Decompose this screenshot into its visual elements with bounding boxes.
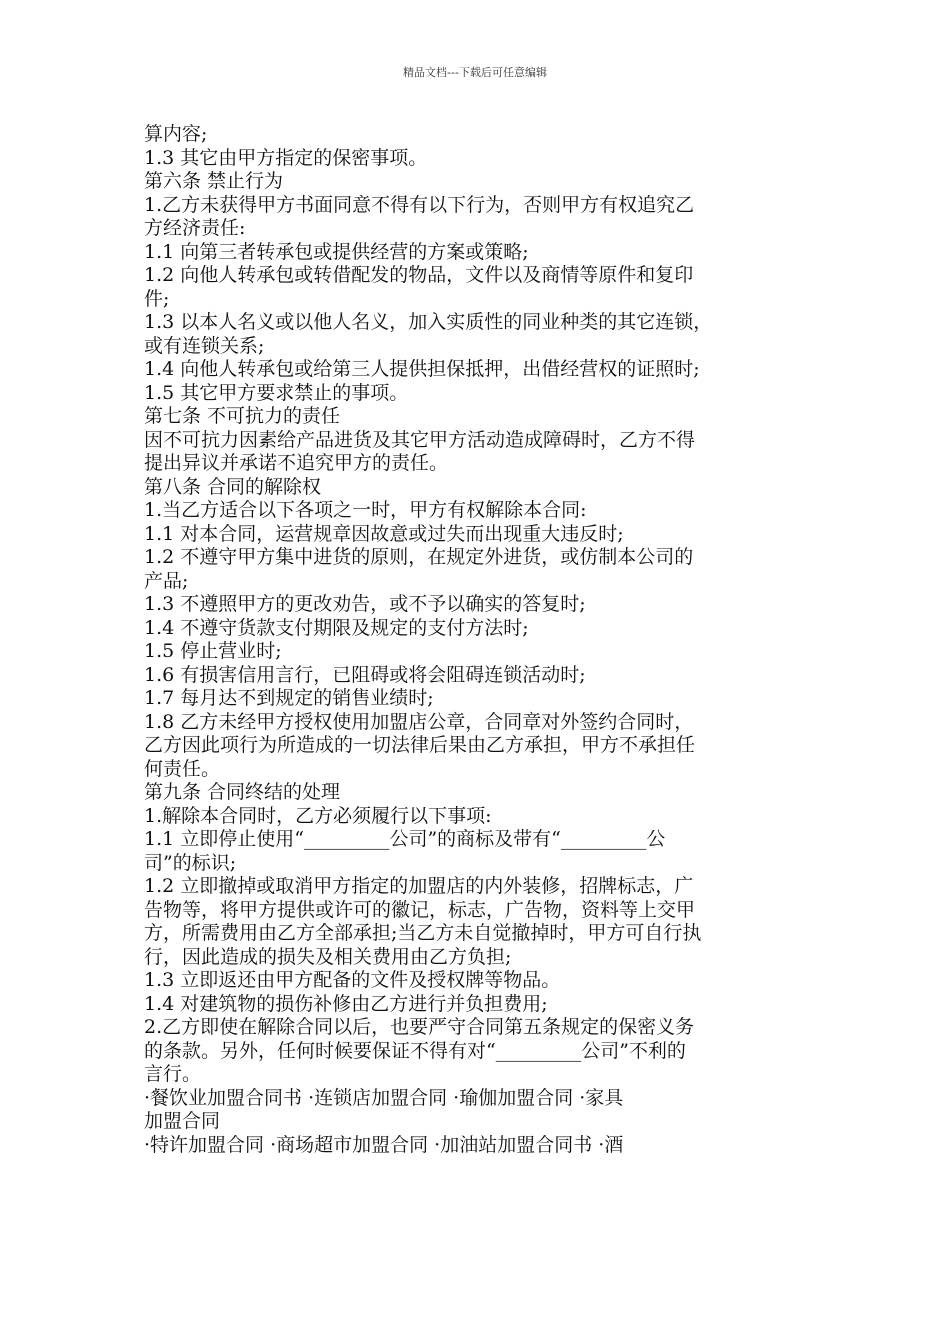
text-line: 或有连锁关系; xyxy=(144,334,265,357)
text-line: 方，所需费用由乙方全部承担;当乙方未自觉撤掉时，甲方可自行执 xyxy=(144,922,702,944)
text-line: 1.1 对本合同，运营规章因故意或过失而出现重大违反时; xyxy=(144,522,624,545)
text-line: 1.1 立即停止使用“_________公司”的商标及带有“_________公 xyxy=(144,828,666,850)
text-line: 1.8 乙方未经甲方授权使用加盟店公章，合同章对外签约合同时， xyxy=(144,710,694,733)
text-line: 1.6 有损害信用言行，已阻碍或将会阻碍连锁活动时; xyxy=(144,663,586,686)
text-line: 1.4 不遵守货款支付期限及规定的支付方法时; xyxy=(144,616,529,639)
section-heading: 第六条 禁止行为 xyxy=(144,170,284,192)
text-line: 提出异议并承诺不追究甲方的责任。 xyxy=(144,452,449,474)
text-line: 算内容; xyxy=(144,123,208,145)
text-line: 告物等，将甲方提供或许可的徽记，标志，广告物，资料等上交甲 xyxy=(144,898,696,921)
text-line: 言行。 xyxy=(144,1063,202,1085)
text-line: 1.5 停止营业时; xyxy=(144,640,282,662)
related-links-line: ·特许加盟合同 ·商场超市加盟合同 ·加油站加盟合同书 ·酒 xyxy=(144,1133,624,1156)
text-line: 乙方因此项行为所造成的一切法律后果由乙方承担，甲方不承担任 xyxy=(144,734,696,756)
text-line: 因不可抗力因素给产品进货及其它甲方活动造成障碍时，乙方不得 xyxy=(144,428,696,451)
related-links-line: 加盟合同 xyxy=(144,1110,221,1132)
text-line: 1.2 不遵守甲方集中进货的原则，在规定外进货，或仿制本公司的 xyxy=(144,546,694,568)
text-line: 行，因此造成的损失及相关费用由乙方负担; xyxy=(144,945,512,968)
text-line: 方经济责任: xyxy=(144,217,246,239)
text-line: 1.乙方未获得甲方书面同意不得有以下行为，否则甲方有权追究乙 xyxy=(144,193,695,216)
text-line: 件; xyxy=(144,287,170,310)
text-line: 1.3 以本人名义或以他人名义，加入实质性的同业种类的其它连锁， xyxy=(144,311,713,333)
text-line: 1.4 对建筑物的损伤补修由乙方进行并负担费用; xyxy=(144,992,548,1015)
text-line: 2.乙方即使在解除合同以后，也要严守合同第五条规定的保密义务 xyxy=(144,1016,695,1038)
text-line: 产品; xyxy=(144,569,189,592)
text-line: 1.5 其它甲方要求禁止的事项。 xyxy=(144,381,409,404)
text-line: 1.3 立即返还由甲方配备的文件及授权牌等物品。 xyxy=(144,969,561,991)
text-line: 1.2 立即撤掉或取消甲方指定的加盟店的内外装修，招牌标志，广 xyxy=(144,875,694,897)
page-header: 精品文档---下载后可任意编辑 xyxy=(403,66,547,79)
section-heading: 第七条 不可抗力的责任 xyxy=(144,405,341,427)
text-line: 司”的标识; xyxy=(144,851,237,874)
text-line: 的条款。另外，任何时候要保证不得有对“_________公司”不利的 xyxy=(144,1039,686,1062)
text-line: 何责任。 xyxy=(144,757,221,780)
section-heading: 第九条 合同终结的处理 xyxy=(144,781,341,803)
text-line: 1.解除本合同时，乙方必须履行以下事项: xyxy=(144,804,492,827)
section-heading: 第八条 合同的解除权 xyxy=(144,475,322,498)
text-line: 1.3 不遵照甲方的更改劝告，或不予以确实的答复时; xyxy=(144,593,586,615)
document-body xyxy=(144,123,816,1157)
text-line: 1.2 向他人转承包或转借配发的物品，文件以及商情等原件和复印 xyxy=(144,264,694,286)
text-line: 1.当乙方适合以下各项之一时，甲方有权解除本合同: xyxy=(144,499,587,521)
text-line: 1.7 每月达不到规定的销售业绩时; xyxy=(144,687,434,709)
text-line: 1.1 向第三者转承包或提供经营的方案或策略; xyxy=(144,240,529,263)
related-links-line: ·餐饮业加盟合同书 ·连锁店加盟合同 ·瑜伽加盟合同 ·家具 xyxy=(144,1086,624,1109)
text-line: 1.3 其它由甲方指定的保密事项。 xyxy=(144,146,428,169)
text-line: 1.4 向他人转承包或给第三人提供担保抵押，出借经营权的证照时; xyxy=(144,358,700,380)
